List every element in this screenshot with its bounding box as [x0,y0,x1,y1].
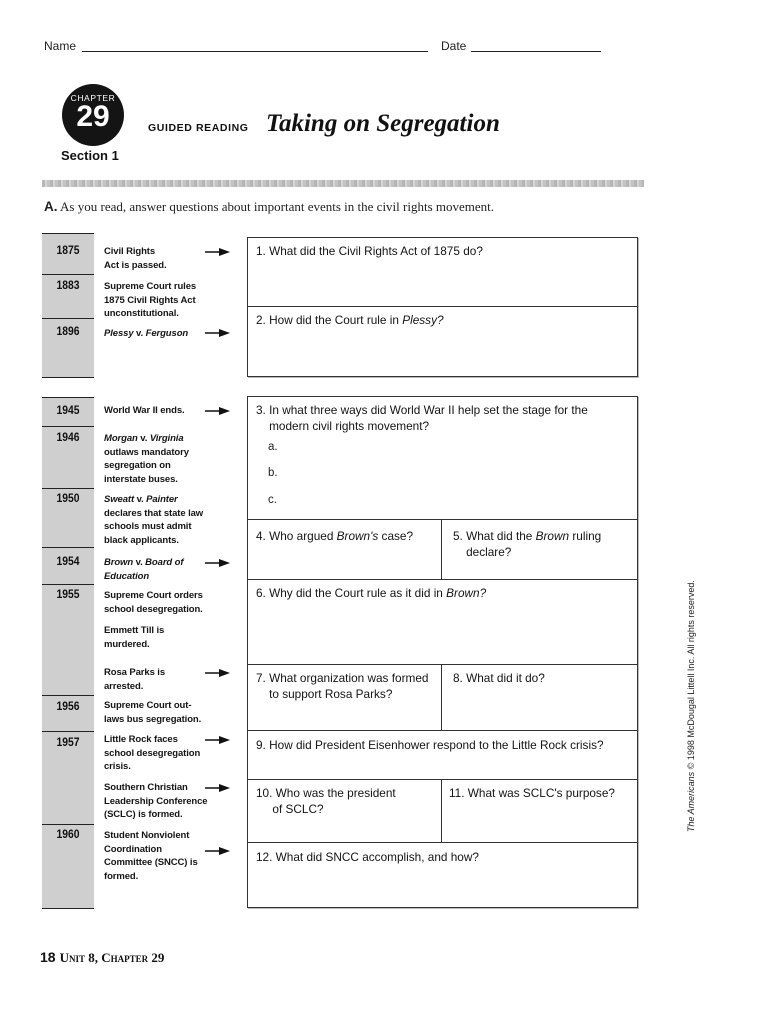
arrow-icon [205,559,230,567]
question-7: 7. What organization was formed to support Rosa Parks? [256,671,429,701]
timeline-year: 1883 [56,280,80,292]
question-9: 9. How did President Eisenhower respond to the Little Rock crisis? [256,738,604,752]
arrow-icon [205,248,230,256]
question-10: 10. Who was the president of SCLC? [256,786,396,816]
chapter-number: 29 [76,100,110,133]
answer-area-4[interactable] [248,548,438,578]
section-label: Section 1 [61,148,119,163]
answer-area-5[interactable] [443,562,636,578]
timeline-year: 1955 [56,589,80,601]
box-divider [247,579,638,580]
arrow-icon [205,784,230,792]
timeline-event: Emmett Till is murdered. [104,625,165,650]
box-divider [247,306,638,307]
timeline-event: Brown v. Board of Education [104,557,184,582]
timeline-event: Little Rock faces school desegregation crisis. [104,734,201,773]
question-4: 4. Who argued Brown's case? [256,529,414,543]
question-12: 12. What did SNCC accomplish, and how? [256,850,479,864]
name-label: Name [44,39,77,53]
answer-area-3[interactable] [284,438,634,516]
footer-unit-chapter: Unit 8, Chapter 29 [59,950,165,965]
timeline-event: Morgan v. Virginia outlaws mandatory segregation on interstate buses. [104,433,189,485]
answer-area-12[interactable] [248,868,637,906]
q3-item-a: a. [268,441,278,453]
answer-area-8[interactable] [443,690,636,729]
page-number: 18 [40,949,56,965]
timeline-year: 1957 [56,737,80,749]
timeline-year: 1945 [56,405,80,417]
timeline-year: 1875 [56,245,80,257]
answer-area-2[interactable] [248,331,637,375]
timeline-event: Southern Christian Leadership Conference (SCLC) is formed. [104,782,208,821]
arrow-icon [205,669,230,677]
box-divider [441,779,442,842]
copyright-rest: © 1998 McDougal Littell Inc. All rights reserved. [686,580,696,772]
question-5: 5. What did the Brown ruling declare? [453,529,602,559]
arrow-icon [205,329,230,337]
answer-area-11[interactable] [443,805,636,841]
timeline-event: Supreme Court orders school desegregation. [104,590,203,615]
timeline-event: Rosa Parks is arrested. [104,667,166,692]
box-divider [247,730,638,731]
timeline-event: Civil Rights Act is passed. [104,246,167,271]
timeline-year: 1960 [56,829,80,841]
answer-area-1[interactable] [248,262,637,304]
timeline-event: Sweatt v. Painter declares that state law schools must admit black applicants. [104,494,204,546]
box-divider [247,664,638,665]
question-11: 11. What was SCLC's purpose? [449,786,615,800]
page-title: Taking on Segregation [266,110,500,137]
copyright-text [686,580,696,832]
timeline-year: 1956 [56,701,80,713]
q3-item-b: b. [268,467,278,479]
chapter-word: CHAPTER [70,93,116,103]
arrow-icon [205,736,230,744]
instructions-text: As you read, answer questions about important events in the civil rights movement. [60,199,495,214]
timeline-year: 1896 [56,326,80,338]
date-label: Date [441,39,467,53]
timeline-year: 1954 [56,556,80,568]
question-8: 8. What did it do? [453,671,545,685]
question-2: 2. How did the Court rule in Plessy? [256,313,444,327]
page-footer [40,949,164,966]
question-3: 3. In what three ways did World War II help set the stage for the modern civil rights movement? [256,403,588,433]
arrow-icon [205,847,230,855]
timeline-event: Student Nonviolent Coordination Committee (SNCC) is formed. [104,830,198,882]
answer-area-10[interactable] [248,820,438,841]
timeline-event: Supreme Court out- laws bus segregation. [104,700,202,725]
box-divider [247,779,638,780]
timeline-year: 1946 [56,432,80,444]
arrow-icon [205,407,230,415]
timeline-event: World War II ends. [104,405,185,416]
box-divider [247,842,638,843]
q3-item-c: c. [268,494,277,506]
timeline-event: Plessy v. Ferguson [104,328,189,339]
answer-area-6[interactable] [248,604,637,662]
instructions-letter: A. [44,199,58,214]
timeline-year: 1950 [56,493,80,505]
box-divider [441,519,442,579]
answer-area-7[interactable] [248,705,438,729]
guided-reading-label: GUIDED READING [148,122,249,134]
copyright-book-title: The Americans [686,771,696,832]
answer-area-9[interactable] [248,756,637,778]
box-divider [247,519,638,520]
timeline-event: Supreme Court rules 1875 Civil Rights Act unconstitutional. [104,281,197,320]
question-6: 6. Why did the Court rule as it did in Brown? [256,586,487,600]
question-1: 1. What did the Civil Rights Act of 1875 do? [256,244,483,258]
box-divider [441,664,442,730]
